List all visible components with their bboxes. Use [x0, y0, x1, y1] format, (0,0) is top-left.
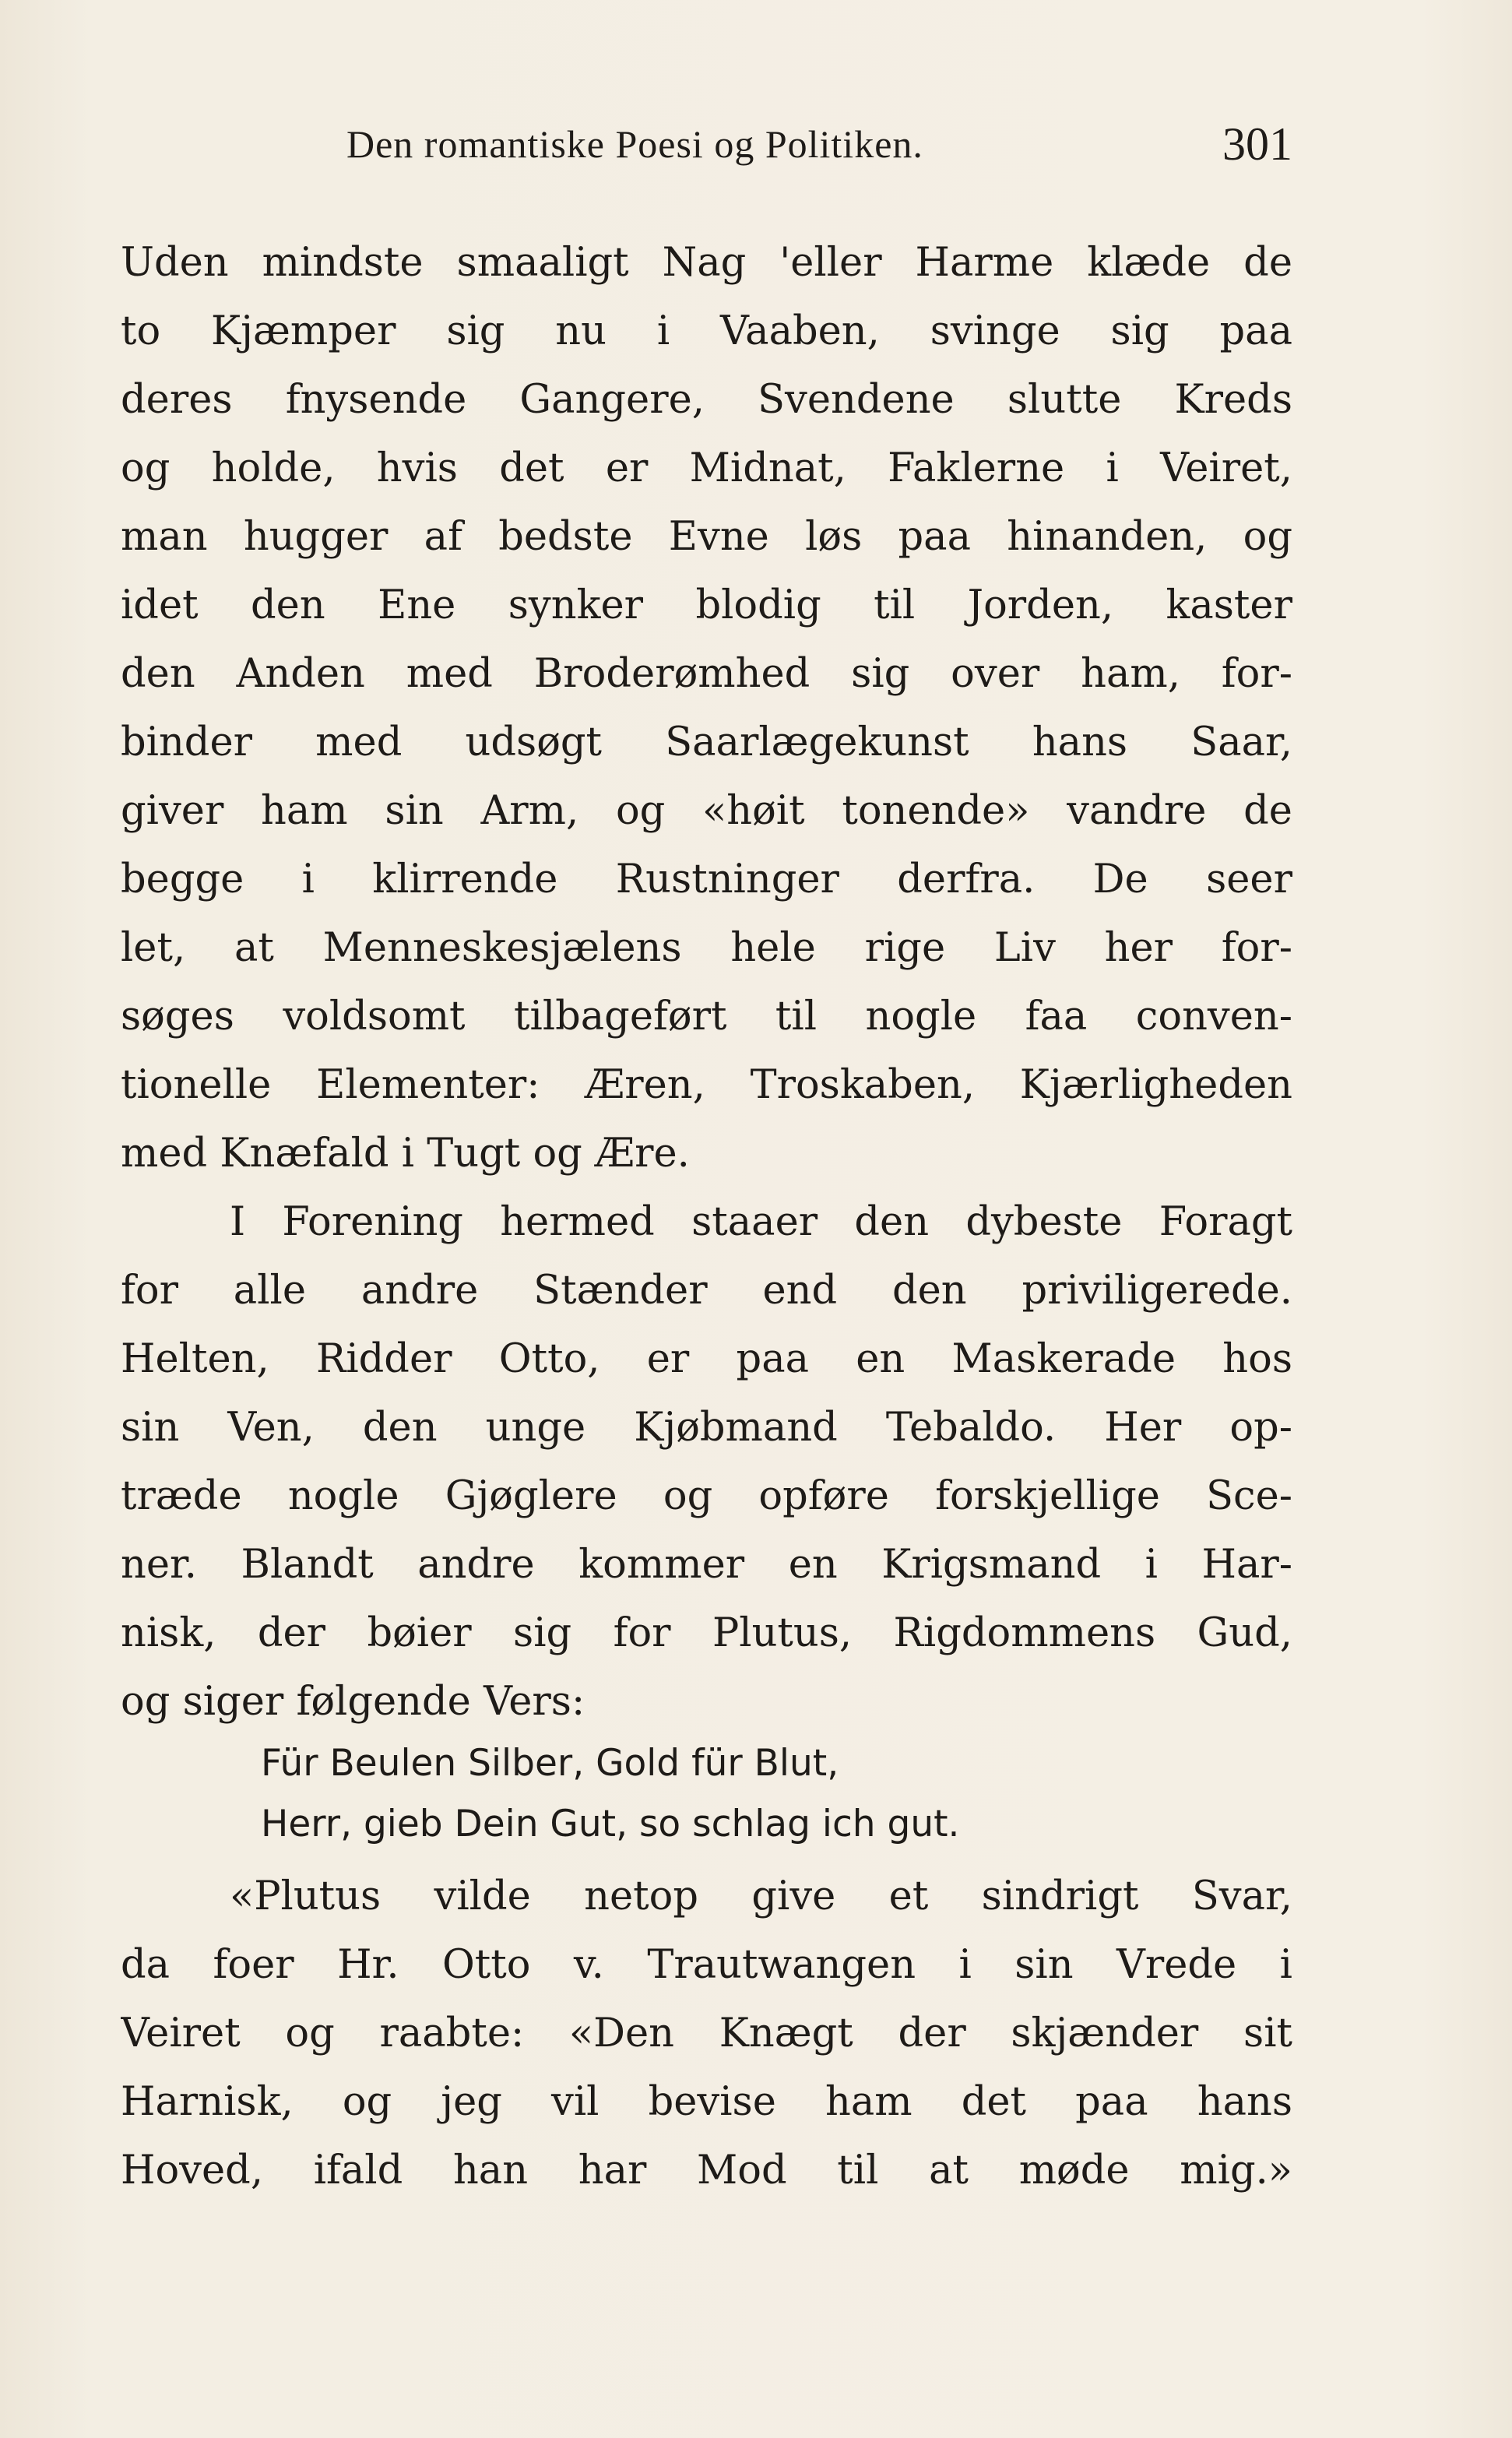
- text-line: binder med udsøgt Saarlægekunst hans Saar,: [121, 719, 1292, 765]
- text-line: man hugger af bedste Evne løs paa hinanden, og: [121, 514, 1292, 560]
- paragraph-2: [121, 1188, 1292, 1736]
- text-line: begge i klirrende Rustninger derfra. De seer: [121, 857, 1292, 902]
- text-line: og siger følgende Vers:: [121, 1679, 585, 1725]
- text-line: deres fnysende Gangere, Svendene slutte Kreds: [121, 377, 1292, 423]
- text-line: og holde, hvis det er Midnat, Faklerne i Veiret,: [121, 445, 1292, 491]
- verse-line: Für Beulen Silber, Gold für Blut,: [261, 1742, 839, 1785]
- text-line: let, at Menneskesjælens hele rige Liv her for-: [121, 925, 1292, 971]
- text-line: søges voldsomt tilbageført til nogle faa conven-: [121, 994, 1292, 1040]
- text-line: nisk, der bøier sig for Plutus, Rigdommens Gud,: [121, 1610, 1292, 1656]
- text-line: Harnisk, og jeg vil bevise ham det paa hans: [121, 2079, 1292, 2125]
- running-head: [121, 117, 1292, 171]
- text-line: Veiret og raabte: «Den Knægt der skjænder sit: [121, 2011, 1292, 2056]
- text-line: idet den Ene synker blodig til Jorden, kaster: [121, 582, 1292, 628]
- text-line: Helten, Ridder Otto, er paa en Maskerade hos: [121, 1336, 1292, 1382]
- text-line: «Plutus vilde netop give et sindrigt Svar,: [230, 1873, 1292, 1919]
- text-line: Uden mindste smaaligt Nag 'eller Harme klæde de: [121, 240, 1292, 286]
- text-line: to Kjæmper sig nu i Vaaben, svinge sig paa: [121, 308, 1292, 354]
- text-line: for alle andre Stænder end den priviligerede.: [121, 1268, 1292, 1314]
- body-text: [121, 229, 1292, 2205]
- text-line: sin Ven, den unge Kjøbmand Tebaldo. Her op-: [121, 1405, 1292, 1451]
- page-number: 301: [1222, 118, 1292, 170]
- text-line: med Knæfald i Tugt og Ære.: [121, 1131, 690, 1177]
- running-title: Den romantiske Poesi og Politiken.: [346, 122, 923, 166]
- text-line: da foer Hr. Otto v. Trautwangen i sin Vrede i: [121, 1942, 1292, 1988]
- verse-quotation: [121, 1733, 1292, 1855]
- paragraph-3: [121, 1863, 1292, 2205]
- text-line: I Forening hermed staaer den dybeste Foragt: [230, 1199, 1292, 1245]
- text-line: træde nogle Gjøglere og opføre forskjellige Sce-: [121, 1473, 1292, 1519]
- text-line: Hoved, ifald han har Mod til at møde mig.»: [121, 2148, 1292, 2193]
- paragraph-1: [121, 229, 1292, 1188]
- verse-line: Herr, gieb Dein Gut, so schlag ich gut.: [261, 1803, 960, 1845]
- text-line: tionelle Elementer: Æren, Troskaben, Kjærligheden: [121, 1062, 1292, 1108]
- text-line: den Anden med Broderømhed sig over ham, for-: [121, 651, 1292, 697]
- text-line: ner. Blandt andre kommer en Krigsmand i Har-: [121, 1542, 1292, 1588]
- text-line: giver ham sin Arm, og «høit tonende» vandre de: [121, 788, 1292, 834]
